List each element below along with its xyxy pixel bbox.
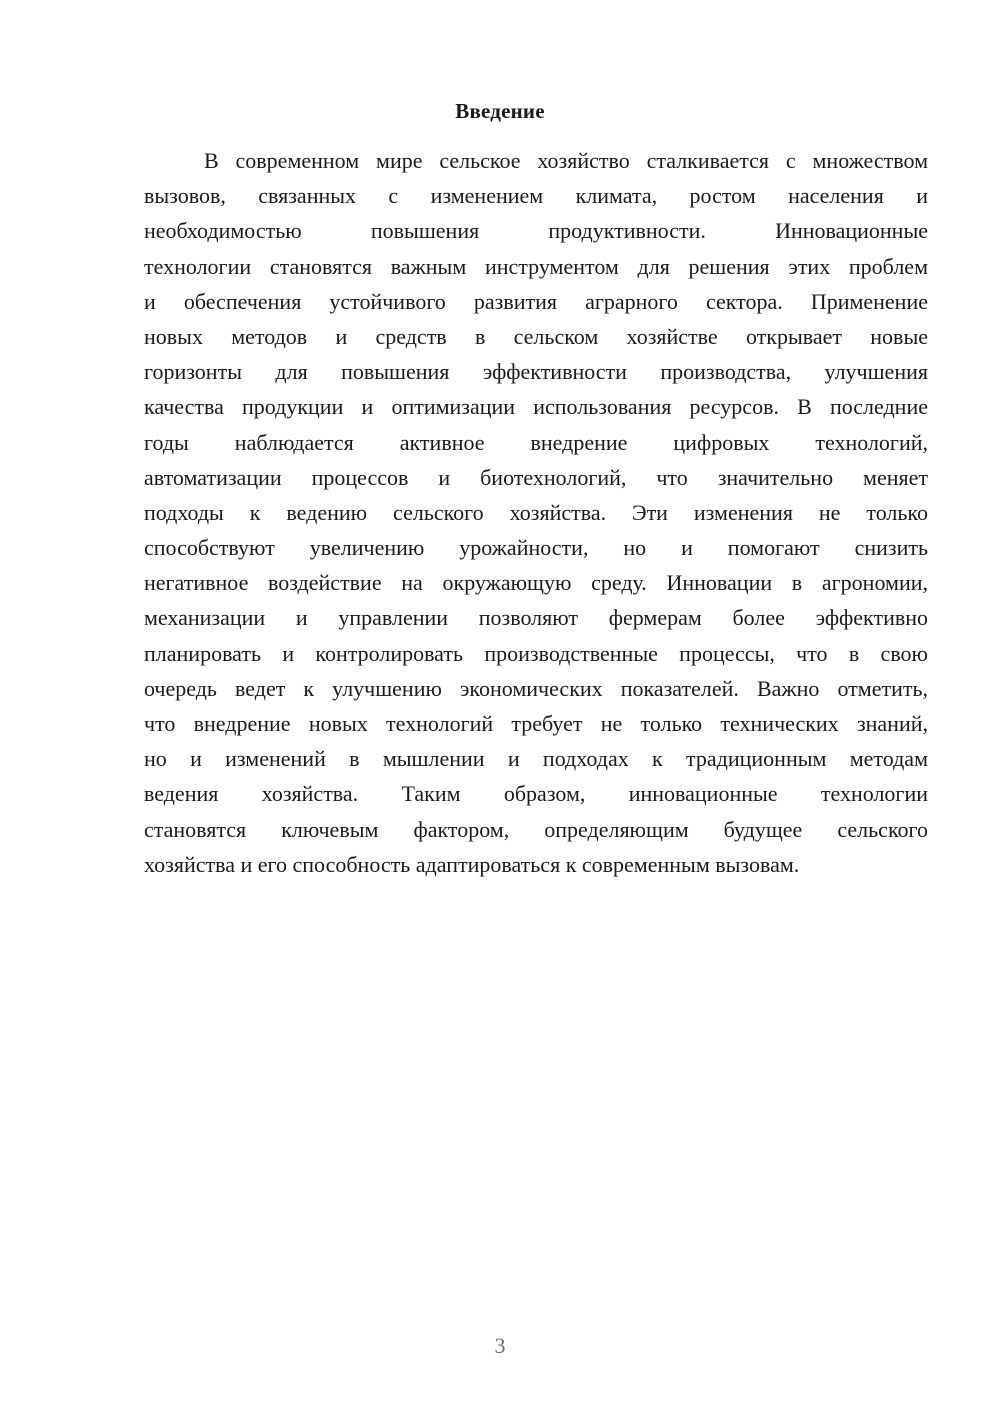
- paragraph-line: ведения хозяйства. Таким образом, инновационные технологии: [144, 781, 928, 807]
- paragraph-line: горизонты для повышения эффективности производства, улучшения: [144, 359, 928, 385]
- paragraph-line: планировать и контролировать производственные процессы, что в свою: [144, 640, 928, 666]
- page-number: 3: [494, 1333, 506, 1358]
- paragraph-line: В современном мире сельское хозяйство сталкивается с множеством: [204, 148, 928, 173]
- paragraph-line: годы наблюдается активное внедрение цифровых технологий,: [144, 429, 928, 455]
- body-paragraph: [144, 143, 928, 882]
- paragraph-line: технологии становятся важным инструментом для решения этих проблем: [144, 253, 928, 279]
- paragraph-line: качества продукции и оптимизации использования ресурсов. В последние: [144, 394, 928, 420]
- paragraph-line: новых методов и средств в сельском хозяйстве открывает новые: [144, 323, 928, 349]
- paragraph-line: но и изменений в мышлении и подходах к традиционным методам: [144, 746, 928, 772]
- paragraph-line: становятся ключевым фактором, определяющим будущее сельского: [144, 816, 928, 842]
- paragraph-line: и обеспечения устойчивого развития аграрного сектора. Применение: [144, 288, 928, 314]
- paragraph-line: подходы к ведению сельского хозяйства. Эти изменения не только: [144, 499, 928, 525]
- paragraph-line: негативное воздействие на окружающую среду. Инновации в агрономии,: [144, 570, 928, 596]
- paragraph-line: очередь ведет к улучшению экономических показателей. Важно отметить,: [144, 675, 928, 701]
- paragraph-line: автоматизации процессов и биотехнологий, что значительно меняет: [144, 464, 928, 490]
- section-title: Введение: [455, 99, 545, 123]
- paragraph-line: необходимостью повышения продуктивности. Инновационные: [144, 218, 928, 244]
- paragraph-line: хозяйства и его способность адаптироваться к современным вызовам.: [144, 851, 800, 877]
- paragraph-line: способствуют увеличению урожайности, но и помогают снизить: [144, 535, 928, 561]
- paragraph-line: механизации и управлении позволяют фермерам более эффективно: [144, 605, 928, 631]
- paragraph-line: что внедрение новых технологий требует не только технических знаний,: [144, 711, 928, 736]
- paragraph-line: вызовов, связанных с изменением климата, ростом населения и: [144, 183, 928, 209]
